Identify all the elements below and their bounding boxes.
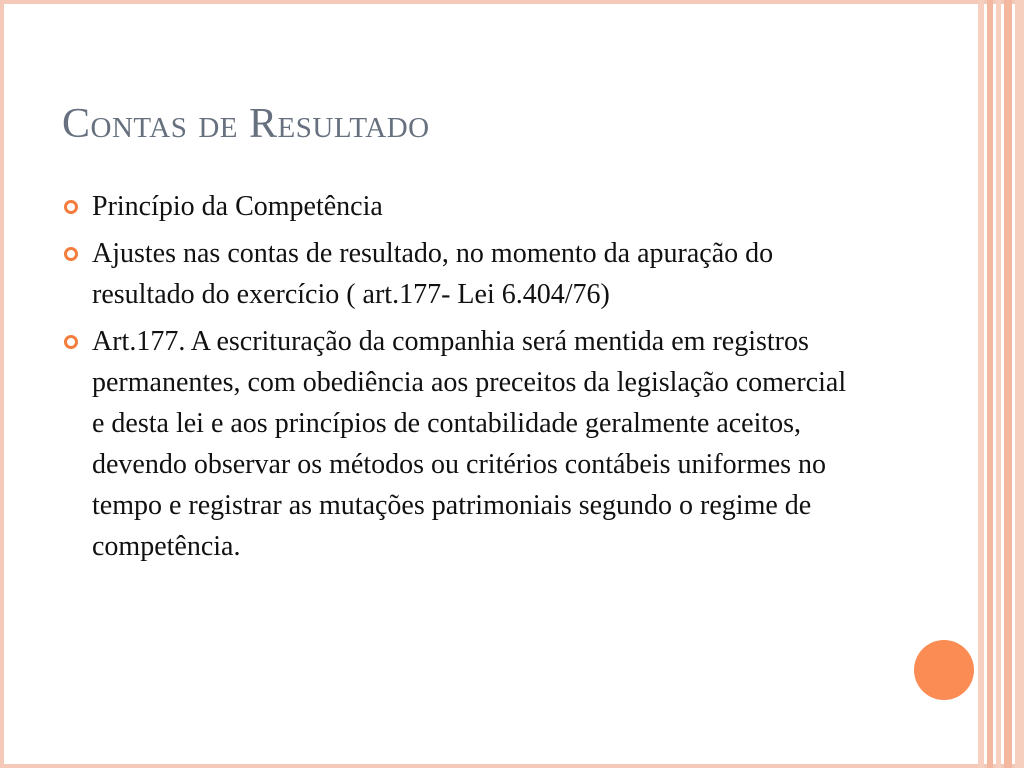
ring-bullet-icon (64, 335, 78, 349)
frame-border-bottom (0, 764, 1024, 768)
decorative-band (1004, 0, 1012, 768)
decorative-circle (914, 640, 974, 700)
bullet-text: Ajustes nas contas de resultado, no momento da apuração do resultado do exercício ( art.177- Lei 6.404/76) (92, 238, 774, 310)
bullet-item (62, 186, 862, 227)
bullet-text: Art.177. A escrituração da companhia será mentida em registros permanentes, com obediência aos preceitos da legislação comercial e desta lei e aos princípios de contabilidade geralmente aceitos, devendo observar os métodos ou critérios contábeis uniformes no tempo e registrar as mutações patrimoniais segundo o regime de competência. (92, 326, 847, 562)
decorative-band (987, 0, 993, 768)
bullet-list (62, 186, 862, 573)
bullet-item (62, 233, 862, 315)
frame-border-top (0, 0, 1024, 4)
bullet-text: Princípio da Competência (92, 191, 383, 222)
decorative-band (978, 0, 984, 768)
ring-bullet-icon (64, 247, 78, 261)
decorative-band (1015, 0, 1024, 768)
bullet-item (62, 321, 862, 567)
frame-border-left (0, 0, 4, 768)
ring-bullet-icon (64, 200, 78, 214)
decorative-band (996, 0, 1001, 768)
slide-title: Contas de Resultado (62, 101, 430, 147)
